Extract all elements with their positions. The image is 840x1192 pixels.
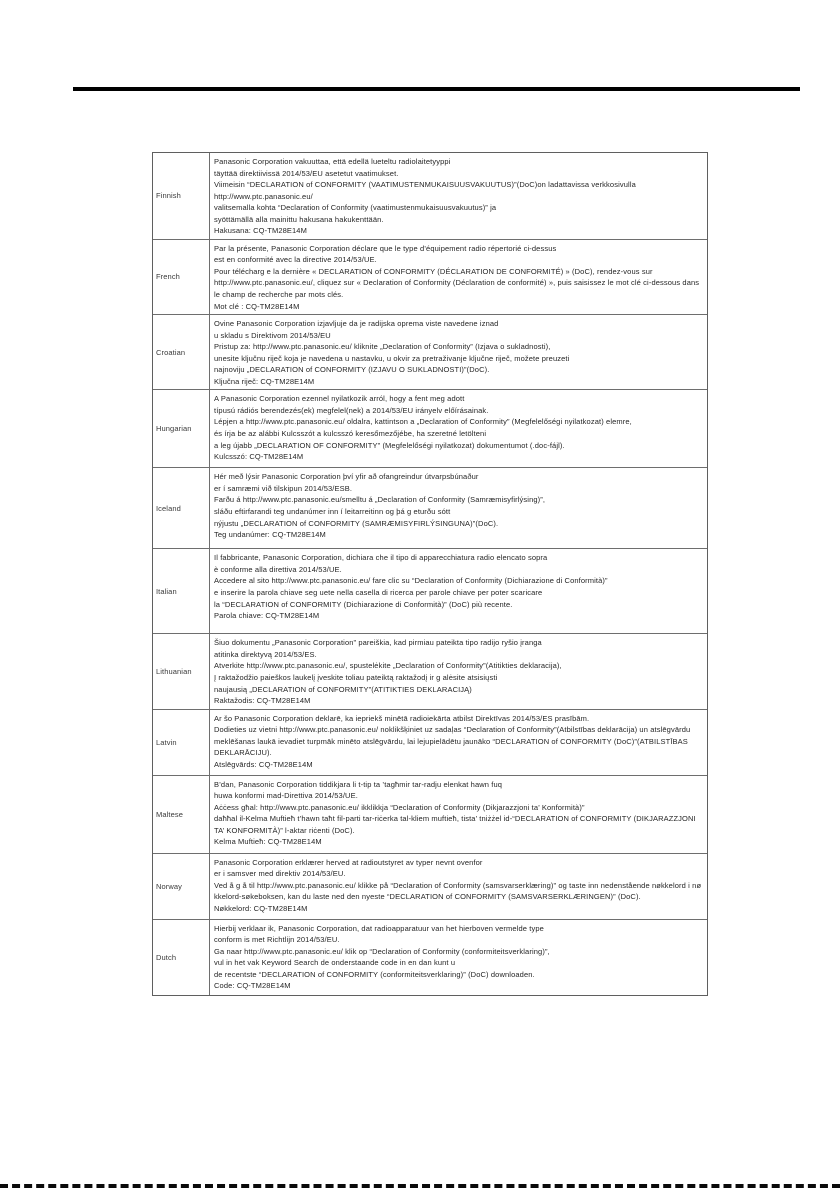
text-line: de recentste “DECLARATION of CONFORMITY (conformiteitsverklaring)” (DoC) downloaden. [214,969,535,979]
text-line: unesite ključnu riječ koja je navedena u nastavku, u okvir za pretraživanje ključne riječ, možete preuzeti [214,353,570,363]
declaration-text [210,776,707,853]
text-line: Hakusana: CQ-TM28E14M [214,226,307,236]
text-line: nýjustu „DECLARATION of CONFORMITY (SAMRÆMISYFIRLÝSINGUNA)”(DoC). [214,518,499,528]
declaration-text [210,854,707,919]
language-label: Finnish [153,153,210,239]
table-row [153,549,707,634]
text-line: Panasonic Corporation vakuuttaa, että edellä lueteltu radiolaitetyyppi [214,157,451,166]
language-label: Hungarian [153,390,210,467]
language-label: Italian [153,549,210,633]
text-line: Accedere al sito http://www.ptc.panasonic.eu/ fare clic su “Declaration of Conformity (Dichiarazione di Conformità)” [214,576,608,586]
text-line: er í samræmi við tilskipun 2014/53/ESB. [214,483,353,493]
text-line: e inserire la parola chiave seg uete nella casella di ricerca per parole chiave per poter scaricare [214,588,543,598]
table-row [153,240,707,315]
table-row [153,710,707,776]
text-line: sláðu eftirfarandi teg undanúmer inn í leitarreitinn og þá g eturðu sótt [214,507,451,517]
text-line: és írja be az alábbi Kulcsszót a kulcsszó keresőmezőjébe, ha szeretné letölteni [214,429,487,439]
text-line: syöttämällä alla mainittu hakusana hakukenttään. [214,214,384,224]
text-line: Viimeisin “DECLARATION of CONFORMITY (VAATIMUSTENMUKAISUUSVAKUUTUS)”(DoC)on ladattavissa verkkosivulla [214,180,636,190]
language-label: Norway [153,854,210,919]
text-line: najnoviju „DECLARATION of CONFORMITY (IZJAVU O SUKLADNOSTI)”(DoC). [214,365,490,375]
text-line: http://www.ptc.panasonic.eu/ [214,191,313,201]
language-label: Maltese [153,776,210,853]
text-line: Ved å g å til http://www.ptc.panasonic.eu/ klikke på “Declaration of Conformity (samsvarserklæring)” og taste inn nedenstående nøkkelord i nø [214,880,702,890]
text-line: Il fabbricante, Panasonic Corporation, dichiara che il tipo di apparecchiatura radio elencato sopra [214,553,548,563]
language-label: Croatian [153,315,210,389]
table-row [153,920,707,995]
text-line: le champ de recherche par mots clés. [214,290,344,300]
text-line: Hierbij verklaar ik, Panasonic Corporation, dat radioapparatuur van het hierboven vermelde type [214,923,544,933]
text-line: Farðu á http://www.ptc.panasonic.eu/smelltu á „Declaration of Conformity (Samræmisyfirlýsing)”, [214,495,546,505]
text-line: daħħal il-Kelma Muftieħ t’hawn taħt fil-parti tar-riċerka tal-kliem muftieħ, tista’ tniżżel id-“DECLARATION of CONFORMITY (DIKJARAZZJONI [214,814,696,824]
text-line: Kulcsszó: CQ-TM28E14M [214,452,304,462]
text-line: Hér með lýsir Panasonic Corporation því yfir að ofangreindur útvarpsbúnaður [214,472,479,482]
text-line: Pristup za: http://www.ptc.panasonic.eu/ kliknite „Declaration of Conformity” (Izjava o sukladnosti), [214,342,551,352]
text-line: Pour télécharg e la dernière « DECLARATION of CONFORMITY (DÉCLARATION DE CONFORMITÉ) » (DoC), rendez-vous sur [214,266,653,276]
text-line: atitinka direktyvą 2014/53/ES. [214,649,317,659]
text-line: Dodieties uz vietni http://www.ptc.panasonic.eu/ noklikšķiniet uz sadaļas “Declaration of Conformity”(Atbilstības deklarācija) un atslēgvārdu [214,725,691,735]
text-line: Ovine Panasonic Corporation izjavljuje da je radijska oprema viste navedene iznad [214,319,499,329]
text-line: Šiuo dokumentu „Panasonic Corporation” pareiškia, kad pirmiau pateikta tipo radijo ryšio įranga [214,638,542,648]
declaration-text [210,153,707,239]
table-row [153,634,707,709]
top-horizontal-rule [73,87,800,91]
language-label: Lithuanian [153,634,210,708]
text-line: Teg undanúmer: CQ-TM28E14M [214,530,326,540]
text-line: Ključna riječ: CQ-TM28E14M [214,376,315,386]
declaration-text [210,240,707,314]
language-label: Dutch [153,920,210,995]
text-line: Atslēgvārds: CQ-TM28E14M [214,759,313,769]
text-line: Lépjen a http://www.ptc.panasonic.eu/ oldalra, kattintson a „Declaration of Conformity” (Megfelelőségi nyilatkozat) elemre, [214,417,632,427]
text-line: täyttää direktiivissä 2014/53/EU asetetut vaatimukset. [214,168,399,178]
text-line: Ar šo Panasonic Corporation deklarē, ka iepriekš minētā radioiekārta atbilst Direktīvas 2014/53/ES prasībām. [214,713,590,723]
text-line: Aċċess għal: http://www.ptc.panasonic.eu/ ikklikkja “Declaration of Conformity (Dikjarazzjoni ta’ Konformità)” [214,802,585,812]
declaration-text [210,549,707,633]
declaration-text [210,390,707,467]
text-line: TA’ KONFORMITÀ)” l-aktar riċenti (DoC). [214,825,355,835]
text-line: A Panasonic Corporation ezennel nyilatkozik arról, hogy a fent meg adott [214,394,465,404]
text-line: kkelord-søkeboksen, kan du laste ned den nyeste “DECLARATION of CONFORMITY (SAMSVARSERKLÆRINGEN)” (DoC). [214,892,641,902]
text-line: http://www.ptc.panasonic.eu/, cliquez sur « Declaration of Conformity (Déclaration de conformité) », puis saisissez le mot clé ci-dessous dans [214,278,700,288]
text-line: Nøkkelord: CQ-TM28E14M [214,903,308,913]
text-line: u skladu s Direktivom 2014/53/EU [214,330,331,340]
text-line: er i samsver med direktiv 2014/53/EU. [214,869,346,879]
text-line: vul in het vak Keyword Search de onderstaande code in en dan kunt u [214,958,456,968]
declaration-text [210,468,707,548]
text-line: est en conformité avec la directive 2014/53/UE. [214,255,377,265]
language-label: Latvin [153,710,210,775]
text-line: è conforme alla direttiva 2014/53/UE. [214,564,342,574]
table-row [153,315,707,390]
text-line: la “DECLARATION of CONFORMITY (Dichiarazione di Conformità)” (DoC) più recente. [214,599,513,609]
text-line: Parola chiave: CQ-TM28E14M [214,611,320,621]
text-line: típusú rádiós berendezés(ek) megfelel(nek) a 2014/53/EU irányelv előírásainak. [214,405,489,415]
table-row [153,390,707,468]
text-line: meklēšanas laukā ievadiet turpmāk minēto atslēgvārdu, lai lejupielādētu jaunāko “DECLARATION of CONFORMITY (DoC)”(ATBILSTĪBAS [214,736,688,746]
language-label: Iceland [153,468,210,548]
declaration-text [210,710,707,775]
text-line: valitsemalla kohta “Declaration of Conformity (vaatimustenmukaisuusvakuutus)” ja [214,203,497,213]
declaration-text [210,315,707,389]
declaration-text [210,920,707,995]
text-line: Par la présente, Panasonic Corporation déclare que le type d’équipement radio répertorié ci-dessus [214,243,557,253]
text-line: Code: CQ-TM28E14M [214,981,291,991]
text-line: Kelma Muftieħ: CQ-TM28E14M [214,837,322,847]
text-line: conform is met Richtlijn 2014/53/EU. [214,935,340,945]
declaration-text [210,634,707,708]
language-label: French [153,240,210,314]
table-row [153,854,707,920]
table-row [153,153,707,240]
text-line: Mot clé : CQ-TM28E14M [214,301,300,311]
text-line: Ga naar http://www.ptc.panasonic.eu/ klik op “Declaration of Conformity (conformiteitsverklaring)”, [214,946,550,956]
table-row [153,776,707,854]
bottom-dashed-rule [0,1184,840,1188]
text-line: huwa konformi mad-Direttiva 2014/53/UE. [214,791,358,801]
table-row [153,468,707,549]
text-line: B’dan, Panasonic Corporation tiddikjara li t-tip ta ’tagħmir tar-radju elenkat hawn fuq [214,779,503,789]
text-line: DEKLARĀCIJU). [214,748,272,758]
text-line: Raktažodis: CQ-TM28E14M [214,696,311,706]
text-line: Į raktažodžio paieškos laukelį įveskite toliau pateiktą raktažodį ir g alėsite atsisiųsti [214,673,498,683]
text-line: a leg újabb „DECLARATION OF CONFORMITY” (Megfelelőségi nyilatkozat) dokumentumot (.doc-fájl). [214,440,565,450]
text-line: Atverkite http://www.ptc.panasonic.eu/, spustelėkite „Declaration of Conformity”(Atitikties deklaracija), [214,661,562,671]
text-line: naujausią „DECLARATION of CONFORMITY”(ATITIKTIES DEKLARACIJĄ) [214,684,472,694]
doc-table [152,152,708,996]
text-line: Panasonic Corporation erklærer herved at radioutstyret av typer nevnt ovenfor [214,857,483,867]
